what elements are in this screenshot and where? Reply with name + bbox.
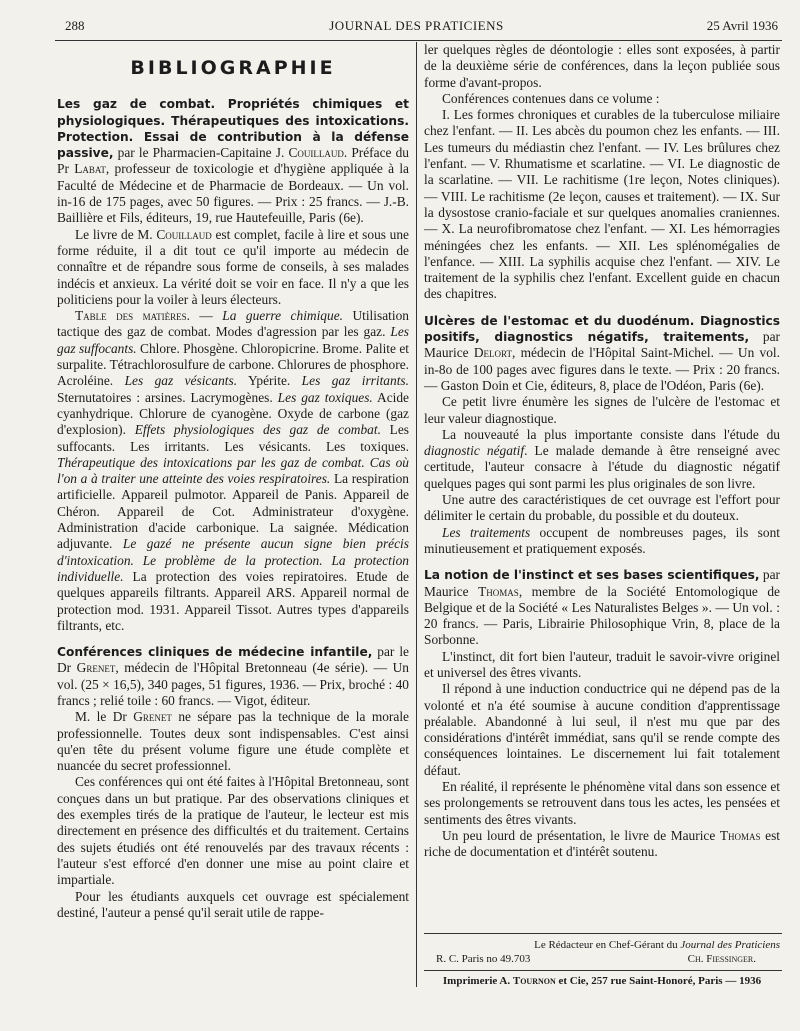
entry-title: Ulcères de l'estomac et du duodénum. Diagnostics positifs, diagnostics négatifs, traitements, (424, 313, 780, 345)
review-paragraph: ler quelques règles de déontologie : elles sont exposées, à partir de la deuxième série de conférences, dans la leçon publiée sous forme d'avant-propos. (424, 42, 780, 90)
entry-title: La notion de l'instinct et ses bases scientifiques, (424, 568, 760, 583)
left-column (57, 42, 409, 921)
page-number: 288 (65, 18, 85, 33)
emphasis-text: diagnostic négatif (424, 443, 525, 459)
journal-title: JOURNAL DES PRATICIENS (329, 18, 504, 33)
entry-grenet-citation (57, 644, 409, 709)
review-paragraph: Ce petit livre énumère les signes de l'ulcère de l'estomac et leur valeur diagnostique. (424, 394, 780, 426)
citation-text: , médecin de l'Hôpital Saint-Michel. — Un vol. in-8o de 100 pages avec figures dans le texte. — Prix : 20 francs. — Gaston Doin et Cie, éditeurs, 8, place de l'Odéon, Paris (6e). (424, 345, 780, 393)
author-name: Thomas (719, 827, 761, 843)
entry-couillaud-citation (57, 96, 409, 226)
entry-title: Les gaz de combat. Propriétés chimiques et physiologiques. Thérapeutiques des intoxications. Protection. Essai de contribution à la défense passive, (57, 97, 409, 161)
conference-list: I. Les formes chroniques et curables de la tuberculose miliaire chez l'enfant. — II. Les abcès du poumon chez les enfants. — III. Les tumeurs du médiastin chez l'enfant. — IV. Les brûlures chez l'enfant. — V. Rhumatisme et scarlatine. — VI. Le diagnostic de la scarlatine. — VII. Le rachitisme (1re leçon, Notes cliniques). — VIII. Le rachitisme (2e leçon, causes et traitement). — IX. Sur la dysostose cranio-faciale et sur quelques anomalies craniennes. — X. La neurofibromatose chez l'enfant. — XI. Les hémorragies méningées chez les enfants. — XII. Les splénomégalies de l'enfance. — XIII. La syphilis acquise chez l'enfant. — XIV. Le traitement de la syphilis chez l'enfant. Excellent guide en chacun des chapitres. (424, 107, 780, 302)
column-divider (416, 42, 417, 987)
citation-text: par le Pharmacien-Capitaine J. (117, 145, 289, 161)
body-text: M. le Dr (75, 709, 134, 725)
issue-date: 25 Avril 1936 (706, 18, 778, 33)
body-text: La nouveauté la plus importante consiste dans l'étude du (442, 426, 780, 442)
review-paragraph (57, 709, 409, 774)
journal-name: Journal des Praticiens (680, 939, 780, 951)
editor-name: Ch. Fiessinger. (687, 953, 756, 965)
body-text: La protection des voies repiratoires. Etude de quelques appareils filtrants. Appareil ARS. Appareil normal de protection mod. 1931. Appareil Tissot. Autres types d'appareils filtrants, etc. (57, 568, 409, 633)
author-name: Thomas (478, 583, 519, 599)
citation-text: par Maurice (424, 567, 780, 599)
right-column (424, 42, 780, 861)
citation-text: , membre de la Société Entomologique de Belgique et de la Société « Les Naturalistes Belges ». — Un vol. : 20 francs. — Paris, Librairie Philosophique Vrin, 8, place de la Sorbonne. (424, 583, 780, 648)
editor-line (424, 939, 780, 951)
body-text: Utilisation tactique des gaz de combat. Modes d'agression par les gaz. (57, 308, 409, 340)
review-paragraph: Il répond à une induction conductrice qui ne dépend pas de la volonté et n'a été soumise à aucune condition d'apprentissage préalable. Abandonné à lui seul, il n'est mu que par des considérations d'intérêt immédiat, sans qu'il se rende compte des conséquences lointaines. Le discernement lui fait totalement défaut. (424, 681, 780, 778)
toc-heading: Les gaz irritants. (301, 373, 409, 389)
entry-title: Conférences cliniques de médecine infantile, (57, 645, 373, 660)
body-text: Chlore. Phosgène. Chloropicrine. Brome. Palite et surpalite. Tétrachlorosulfure de carbone. Chlorures de phosphore. Acroléine. (57, 340, 410, 389)
citation-text: , professeur de toxicologie et d'hygiène appliquée à la Faculté de Médecine et de Pharmacie de Bordeaux. — Un vol. in-16 de 175 pages, avec 50 figures. — Prix : 25 francs. — J.-B. Baillière et Fils, éditeurs, 19, rue Hautefeuille, Paris (6e). (57, 161, 409, 226)
citation-text: , médecin de l'Hôpital Bretonneau (4e série). — Un vol. (25 × 16,5), 340 pages, 51 figures, 1936. — Prix, broché : 40 francs ; relié toile : 60 francs. — Vigot, éditeur. (57, 660, 409, 708)
toc-label: Table des matières. (75, 308, 190, 324)
entry-thomas-citation (424, 567, 780, 648)
body-text: Le livre de M. (75, 226, 157, 242)
author-name: Labat (74, 161, 106, 177)
review-paragraph: Une autre des caractéristiques de cet ouvrage est l'effort pour délimiter le certain du probable, du possible et du douteux. (424, 492, 780, 524)
toc-heading: La guerre chimique. (222, 308, 343, 324)
author-name: Couillaud (288, 145, 344, 161)
review-paragraph (57, 227, 409, 308)
section-title: BIBLIOGRAPHIE (130, 57, 336, 79)
header-rule (55, 40, 782, 41)
review-paragraph: En réalité, il représente le phénomène vital dans son essence et ses prolongements se retrouvent dans tous les actes, les pensées et sentiments des êtres vivants. (424, 779, 780, 827)
review-paragraph (424, 525, 780, 558)
toc-heading: Les gaz vésicants. (124, 373, 238, 389)
footer-text: Le Rédacteur en Chef-Gérant du (534, 939, 681, 951)
body-text: Les suffocants. Les irritants. Les vésicants. Les toxiques. (57, 422, 409, 454)
author-name: Couillaud (156, 226, 212, 242)
review-paragraph: L'instinct, dit fort bien l'auteur, traduit le savoir-vivre originel et universel des êtres vivants. (424, 648, 780, 680)
entry-delort-citation (424, 313, 780, 394)
table-of-contents-paragraph: Table des matières. — La guerre chimique. Utilisation tactique des gaz de combat. Modes d'agression par les gaz. Les gaz suffocants. Chlore. Phosgène. Chloropicrine. Brome. Palite et surpalite. Tétrachlorosulfure de carbone. Chlorures de phosphore. Acroléine. Les gaz vésicants. Ypérite. Les gaz irritants. Sternutatoires : arsines. Lacrymogènes. Les gaz toxiques. Acide cyanhydrique. Chlorure de cyanogène. Oxyde de carbone (gaz d'explosion). Effets physiologiques des gaz de combat. Les suffocants. Les irritants. Les vésicants. Les toxiques. Thérapeutique des intoxications par les gaz de combat. Cas où l'on a à traiter une atteinte des voies respiratoires. La respiration artificielle. Appareil pulmotor. Appareil de Panis. Appareil de Chéron. Appareil de Cot. Administrateur d'oxygène. Administration d'acide carbonique. La saignée. Médication adjuvante. Le gazé ne présente aucun signe bien précis d'intoxication. Le problème de la protection. La protection individuelle. La protection des voies repiratoires. Etude de quelques appareils filtrants. Appareil ARS. Appareil normal de protection mod. 1931. Appareil Tissot. Autres types d'appareils filtrants, etc. (57, 308, 410, 633)
body-text: . Le malade demande à être renseigné avec certitude, l'auteur consacre à l'étude du diagnostic négatif quelques pages qui sont parmi les plus originales de son livre. (424, 443, 780, 491)
registration-line (424, 953, 780, 965)
review-paragraph: Ces conférences qui ont été faites à l'Hôpital Bretonneau, sont conçues dans un but pratique. Par des observations cliniques et des exemples tirés de la pratique de l'auteur, le lecteur est mis directement en présence des difficultés et du traitement. Certains des sujets étudiés ont été renouvelés par des travaux récents : l'auteur s'est efforcé d'en donner une mise au point claire et impartiale. (57, 774, 409, 888)
author-name: Grenet (133, 709, 172, 725)
citation-text: par le Dr (57, 644, 409, 676)
footer-text: Imprimerie A. (442, 975, 513, 987)
printer-line (424, 975, 780, 987)
running-header (55, 18, 778, 38)
body-text: est complet, facile à lire et sous une forme réduite, il a dit tout ce qu'il importe au médecin de connaître et de répandre sous forme de conseils, à ses malades indécis et anxieux. La vérité doit se voir en face. Il n'y a que les politiciens pour la voiler à leurs électeurs. (57, 226, 410, 307)
footer-text: et Cie, 257 rue Saint-Honoré, Paris — 1936 (555, 975, 762, 987)
body-text: Acide cyanhydrique. Chlorure de cyanogène. Oxyde de carbone (gaz d'explosion). (57, 389, 409, 438)
body-text: Ypérite. (237, 373, 302, 389)
toc-heading: Les gaz toxiques. (277, 389, 373, 405)
review-paragraph (424, 427, 780, 492)
body-text: occupent de nombreuses pages, ils sont minutieusement et pratiquement exposés. (424, 524, 780, 556)
citation-text: . Préface du Pr (57, 145, 409, 177)
citation-text: par Maurice (424, 329, 780, 361)
toc-heading: Thérapeutique des intoxications par les gaz de combat. Cas où l'on a à traiter une atteinte des voies respiratoires. (57, 454, 409, 487)
body-text: La respiration artificielle. Appareil pulmotor. Appareil de Panis. Appareil de Chéron. Appareil de Cot. Administrateur d'oxygène. Administration d'acide carbonique. La saignée. Médication adjuvante. (57, 471, 409, 552)
toc-heading: Les gaz suffocants. (57, 324, 409, 356)
author-name: Grenet (76, 660, 116, 676)
conference-intro: Conférences contenues dans ce volume : (442, 90, 660, 106)
toc-heading: Effets physiologiques des gaz de combat. (134, 422, 381, 438)
registry-number: R. C. Paris no 49.703 (436, 953, 531, 965)
body-text: Sternutatoires : arsines. Lacrymogènes. (57, 389, 278, 405)
body-text: Un peu lourd de présentation, le livre de Maurice (442, 827, 720, 843)
footer-rule (424, 970, 782, 971)
printer-name: Tournon (512, 975, 556, 987)
body-text: est riche de documentation et d'intérêt soutenu. (424, 827, 780, 860)
footer-rule (424, 933, 782, 934)
emphasis-text: Les traitements (442, 524, 531, 540)
review-paragraph (424, 828, 780, 861)
toc-heading: Le gazé ne présente aucun signe bien précis d'intoxication. Le problème de la protection. La protection individuelle. (57, 536, 409, 584)
body-text: ne sépare pas la technique de la morale professionnelle. Toutes deux sont indispensables. C'est ainsi qu'en tête du présent volume figure une étude complète et nuancée du secret professionnel. (57, 709, 409, 774)
review-paragraph: Pour les étudiants auxquels cet ouvrage est spécialement destiné, l'auteur a pensé qu'il serait utile de rappe- (57, 888, 409, 920)
author-name: Delort (473, 345, 513, 361)
